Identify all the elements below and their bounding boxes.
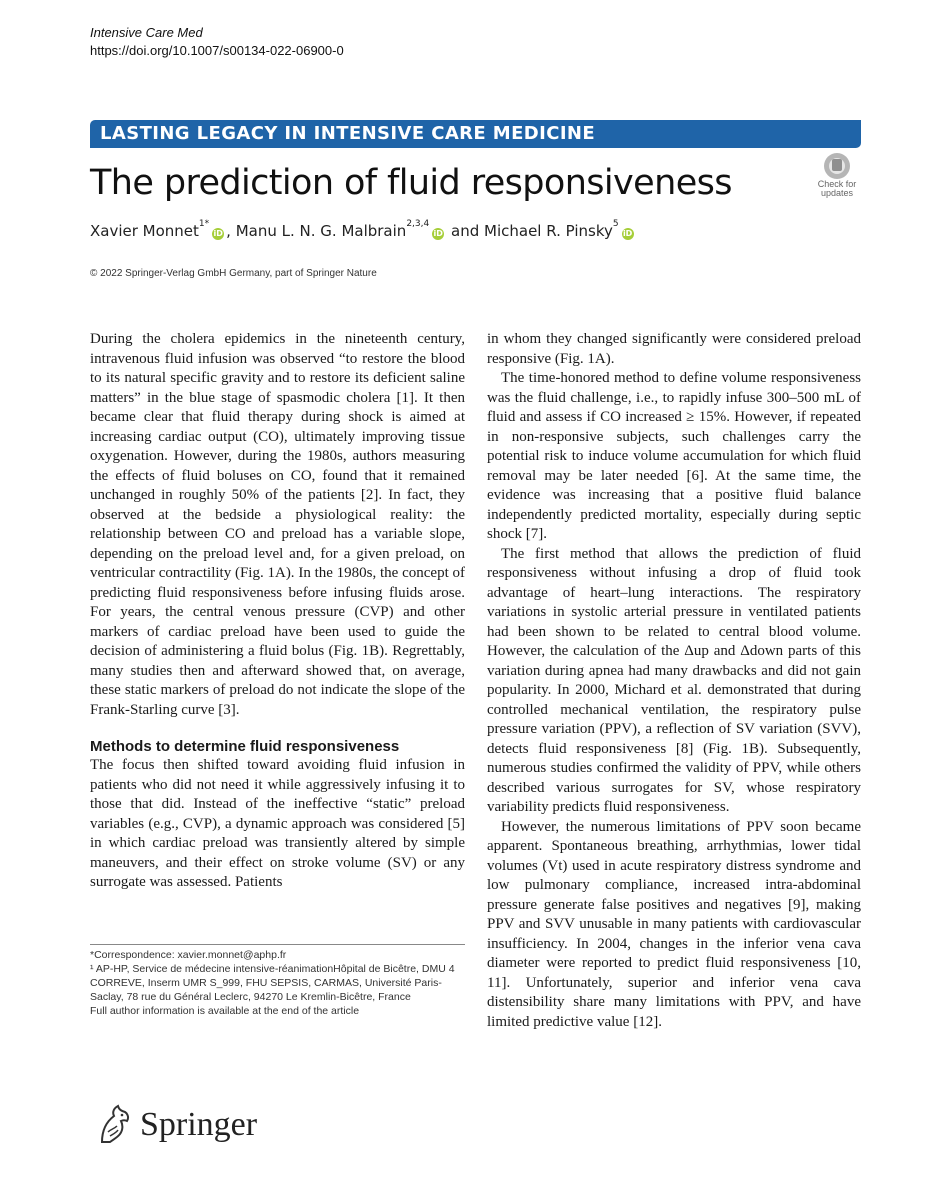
journal-name: Intensive Care Med (90, 25, 203, 40)
orcid-icon[interactable]: iD (213, 229, 223, 238)
body-paragraph: The focus then shifted toward avoiding fluid infusion in patients who did not need it while aggressively infusing it to those that did. Instead of the ineffective “static” preload variables (e.g., CVP), a dynamic approach was considered [5] in which cardiac preload was transiently altered by simple maneuvers, and their effect on stroke volume (SV) or any surrogate was assessed. Patients (90, 757, 465, 890)
body-paragraph: in whom they changed significantly were considered preload responsive (Fig. 1A). (487, 331, 861, 367)
right-column (487, 330, 861, 1032)
copyright-notice: © 2022 Springer-Verlag GmbH Germany, part of Springer Nature (90, 268, 377, 279)
orcid-icon[interactable]: iD (622, 229, 633, 238)
body-paragraph: During the cholera epidemics in the nineteenth century, intravenous fluid infusion was observed “to restore the blood to its natural specific gravity and to restore its deficient saline matters” in the blue stage of spasmodic cholera [1]. It then became clear that fluid therapy during shock is aimed at increasing cardiac output (CO), ultimately improving tissue oxygenation. However, during the 1980s, authors measuring the effects of fluid boluses on CO, found that it remained unchanged in roughly 50% of the patients [2]. In fact, they observed at the bedside a physiological reality: the relationship between CO and preload has a variable slope, depending on the preload level and, for a given preload, on ventricular contractility (Fig. 1A). In the 1980s, the concept of predicting fluid responsiveness before infusing fluids arose. For years, the central venous pressure (CVP) and other markers of cardiac preload have been used to guide the decision of administering a fluid bolus (Fig. 1B). Regrettably, many studies then and afterward showed that, on average, these static markers of preload do not indicate the slope of the Frank-Starling curve [3]. (90, 331, 465, 718)
doi-link[interactable]: https://doi.org/10.1007/s00134-022-06900-0 (90, 43, 344, 58)
author-name[interactable]: Michael R. Pinsky (484, 222, 613, 240)
footnote-divider (90, 944, 465, 945)
author-info-note: Full author information is available at the end of the article (90, 1005, 360, 1017)
footnotes (90, 948, 465, 1018)
author-name[interactable]: Xavier Monnet (90, 222, 199, 240)
author-affiliation: 1* (198, 219, 210, 229)
body-paragraph: However, the numerous limitations of PPV soon became apparent. Spontaneous breathing, arrhythmias, lower tidal volumes (Vt) used in acute respiratory distress syndrome and low pulmonary compliance, increased intra-abdominal pressure generate false positives and negatives [9], making PPV and SVV unusable in many patients with cardiovascular insufficiency. In 2004, changes in the inferior vena cava diameter were reported to predict fluid responsiveness [10, 11]. Unfortunately, superior and inferior vena cava distensibility share many limitations with PPV, and have limited predictive value [12]. (487, 818, 861, 1030)
left-column (90, 330, 465, 893)
author-separator: , (226, 222, 231, 240)
author-affiliation: 2,3,4 (406, 219, 430, 229)
correspondence-note: *Correspondence: xavier.monnet@aphp.fr (90, 949, 287, 961)
author-affiliation: 5 (612, 219, 619, 229)
springer-horse-icon (92, 1102, 136, 1146)
body-paragraph: The first method that allows the prediction of fluid responsiveness without infusing a drop of fluid took advantage of heart–lung interactions. The respiratory variations in systolic arterial pressure in ventilated patients had been shown to be related to central blood volume. However, the calculation of the Δup and Δdown parts of this variation during apnea had many drawbacks and did not gain popularity. In 2000, Michard et al. demonstrated that during controlled mechanical ventilation, the respiratory pulse pressure variation (PPV), a reflection of SV variation (SVV), detects fluid responsiveness [8] (Fig. 1B). Subsequently, numerous studies confirmed the validity of PPV, while others described various surrogates for SV, whose respiratory variability predicts fluid responsiveness. (487, 545, 861, 815)
section-heading: Methods to determine fluid responsiveness (90, 738, 400, 755)
orcid-icon[interactable]: iD (433, 229, 443, 238)
check-for-updates-line2: updates (820, 188, 854, 198)
check-for-updates-label[interactable] (806, 180, 868, 198)
affiliation-note: ¹ AP-HP, Service de médecine intensive-réanimationHôpital de Bicêtre, DMU 4 CORREVE, Inserm UMR S_999, FHU SEPSIS, CARMAS, Université Paris-Saclay, 78 rue du Général Leclerc, 94270 Le Kremlin-Bicêtre, France (90, 963, 455, 1003)
author-name[interactable]: Manu L. N. G. Malbrain (235, 222, 407, 240)
author-list (90, 219, 636, 240)
author-conjunction: and (451, 222, 480, 240)
banner-label: LASTING LEGACY IN INTENSIVE CARE MEDICINE (100, 123, 596, 144)
body-paragraph: The time-honored method to define volume responsiveness was the fluid challenge, i.e., to rapidly infuse 300–500 mL of fluid and assess if CO increased ≥ 15%. However, if repeated in non-responsive subjects, such challenges carry the potential risk to induce volume accumulation for which fluid removal may be later needed [6]. At the same time, the evidence was increasing that a positive fluid balance independently predicted mortality, especially during septic shock [7]. (487, 370, 861, 542)
publisher-logo-text: Springer (140, 1106, 258, 1143)
article-title: The prediction of fluid responsiveness (90, 163, 732, 203)
check-for-updates-line1: Check for (817, 179, 857, 189)
section-banner (90, 120, 861, 148)
